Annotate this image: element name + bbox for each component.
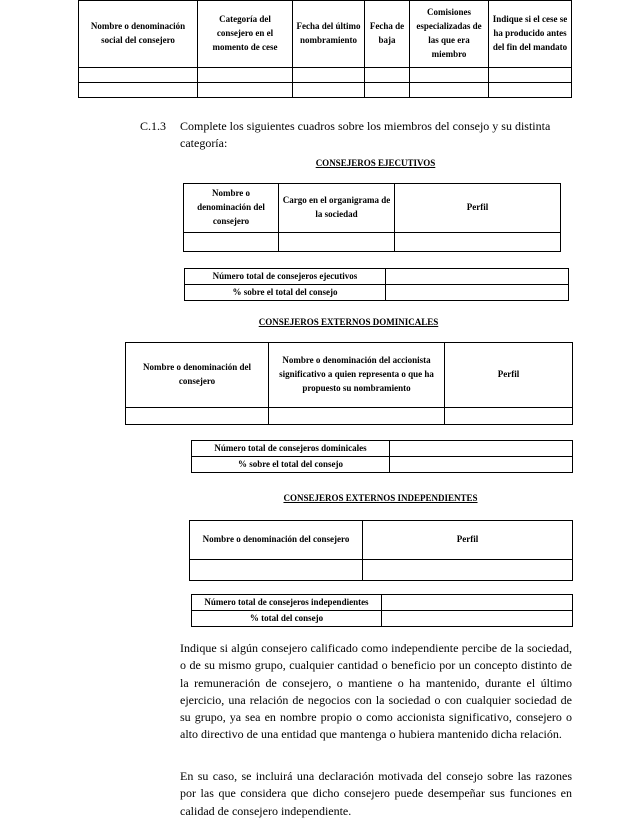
table-cell[interactable]	[293, 68, 365, 83]
table-ejecutivos	[183, 183, 561, 252]
table-cell[interactable]	[410, 83, 489, 98]
header-nombre: Nombre o denominación del consejero	[184, 184, 279, 233]
percent-value[interactable]	[390, 457, 573, 473]
table-cell[interactable]	[363, 560, 573, 581]
table-independientes	[189, 520, 573, 581]
table-row	[79, 83, 572, 98]
table-cell[interactable]	[198, 83, 293, 98]
total-label: Número total de consejeros independientes	[192, 595, 382, 611]
percent-label: % sobre el total del consejo	[185, 285, 386, 301]
table-cell[interactable]	[395, 233, 561, 252]
total-value[interactable]	[386, 269, 569, 285]
percent-label: % sobre el total del consejo	[192, 457, 390, 473]
header-categoria: Categoría del consejero en el momento de cese	[198, 1, 293, 68]
caption-dominicales: CONSEJEROS EXTERNOS DOMINICALES	[258, 317, 439, 327]
header-perfil: Perfil	[445, 343, 573, 408]
header-accionista: Nombre o denominación del accionista significativo a quien representa o que ha propuesto su nombramiento	[269, 343, 445, 408]
header-nombre: Nombre o denominación social del consejero	[79, 1, 198, 68]
section-text: Complete los siguientes cuadros sobre los miembros del consejo y su distinta categoría:	[180, 119, 551, 150]
table-row	[79, 68, 572, 83]
header-cese-mandato: Indique si el cese se ha producido antes del fin del mandato	[489, 1, 572, 68]
table-dominicales	[125, 342, 573, 425]
table-cell[interactable]	[79, 68, 198, 83]
header-comisiones: Comisiones especializadas de las que era miembro	[410, 1, 489, 68]
table-cell[interactable]	[269, 408, 445, 425]
table-cell[interactable]	[79, 83, 198, 98]
header-fecha-nombramiento: Fecha del último nombramiento	[293, 1, 365, 68]
table-cell[interactable]	[279, 233, 395, 252]
table-cell[interactable]	[365, 68, 410, 83]
table-cell[interactable]	[190, 560, 363, 581]
header-perfil: Perfil	[363, 521, 573, 560]
table-cell[interactable]	[293, 83, 365, 98]
total-value[interactable]	[382, 595, 573, 611]
table-ceses	[78, 0, 572, 98]
table-row	[190, 560, 573, 581]
caption-ejecutivos: CONSEJEROS EJECUTIVOS	[315, 158, 436, 168]
percent-value[interactable]	[382, 611, 573, 627]
percent-value[interactable]	[386, 285, 569, 301]
percent-label: % total del consejo	[192, 611, 382, 627]
table-cell[interactable]	[410, 68, 489, 83]
table-total-ejecutivos	[184, 268, 569, 301]
table-cell[interactable]	[489, 83, 572, 98]
total-label: Número total de consejeros dominicales	[192, 441, 390, 457]
total-label: Número total de consejeros ejecutivos	[185, 269, 386, 285]
table-cell[interactable]	[445, 408, 573, 425]
header-nombre: Nombre o denominación del consejero	[126, 343, 269, 408]
header-perfil: Perfil	[395, 184, 561, 233]
caption-independientes: CONSEJEROS EXTERNOS INDEPENDIENTES	[283, 493, 478, 503]
table-cell[interactable]	[184, 233, 279, 252]
table-cell[interactable]	[198, 68, 293, 83]
section-number: C.1.3	[140, 119, 167, 133]
table-cell[interactable]	[489, 68, 572, 83]
table-cell[interactable]	[126, 408, 269, 425]
table-row	[184, 233, 561, 252]
header-fecha-baja: Fecha de baja	[365, 1, 410, 68]
table-total-independientes	[191, 594, 573, 627]
header-cargo: Cargo en el organigrama de la sociedad	[279, 184, 395, 233]
total-value[interactable]	[390, 441, 573, 457]
paragraph-independiente: Indique si algún consejero calificado como independiente percibe de la sociedad, o de su mismo grupo, cualquier cantidad o beneficio por un concepto distinto de la remuneración de consejero, o mantiene o ha mantenido, durante el último ejercicio, una relación de negocios con la sociedad o con cualquier sociedad de su grupo, ya sea en nombre propio o como accionista significativo, consejero o alto directivo de una entidad que mantenga o hubiera mantenido dicha relación.	[180, 641, 572, 742]
table-cell[interactable]	[365, 83, 410, 98]
header-nombre: Nombre o denominación del consejero	[190, 521, 363, 560]
table-row	[126, 408, 573, 425]
table-total-dominicales	[191, 440, 573, 473]
paragraph-declaracion: En su caso, se incluirá una declaración motivada del consejo sobre las razones por las que considera que dicho consejero puede desempeñar sus funciones en calidad de consejero independiente.	[180, 769, 572, 818]
